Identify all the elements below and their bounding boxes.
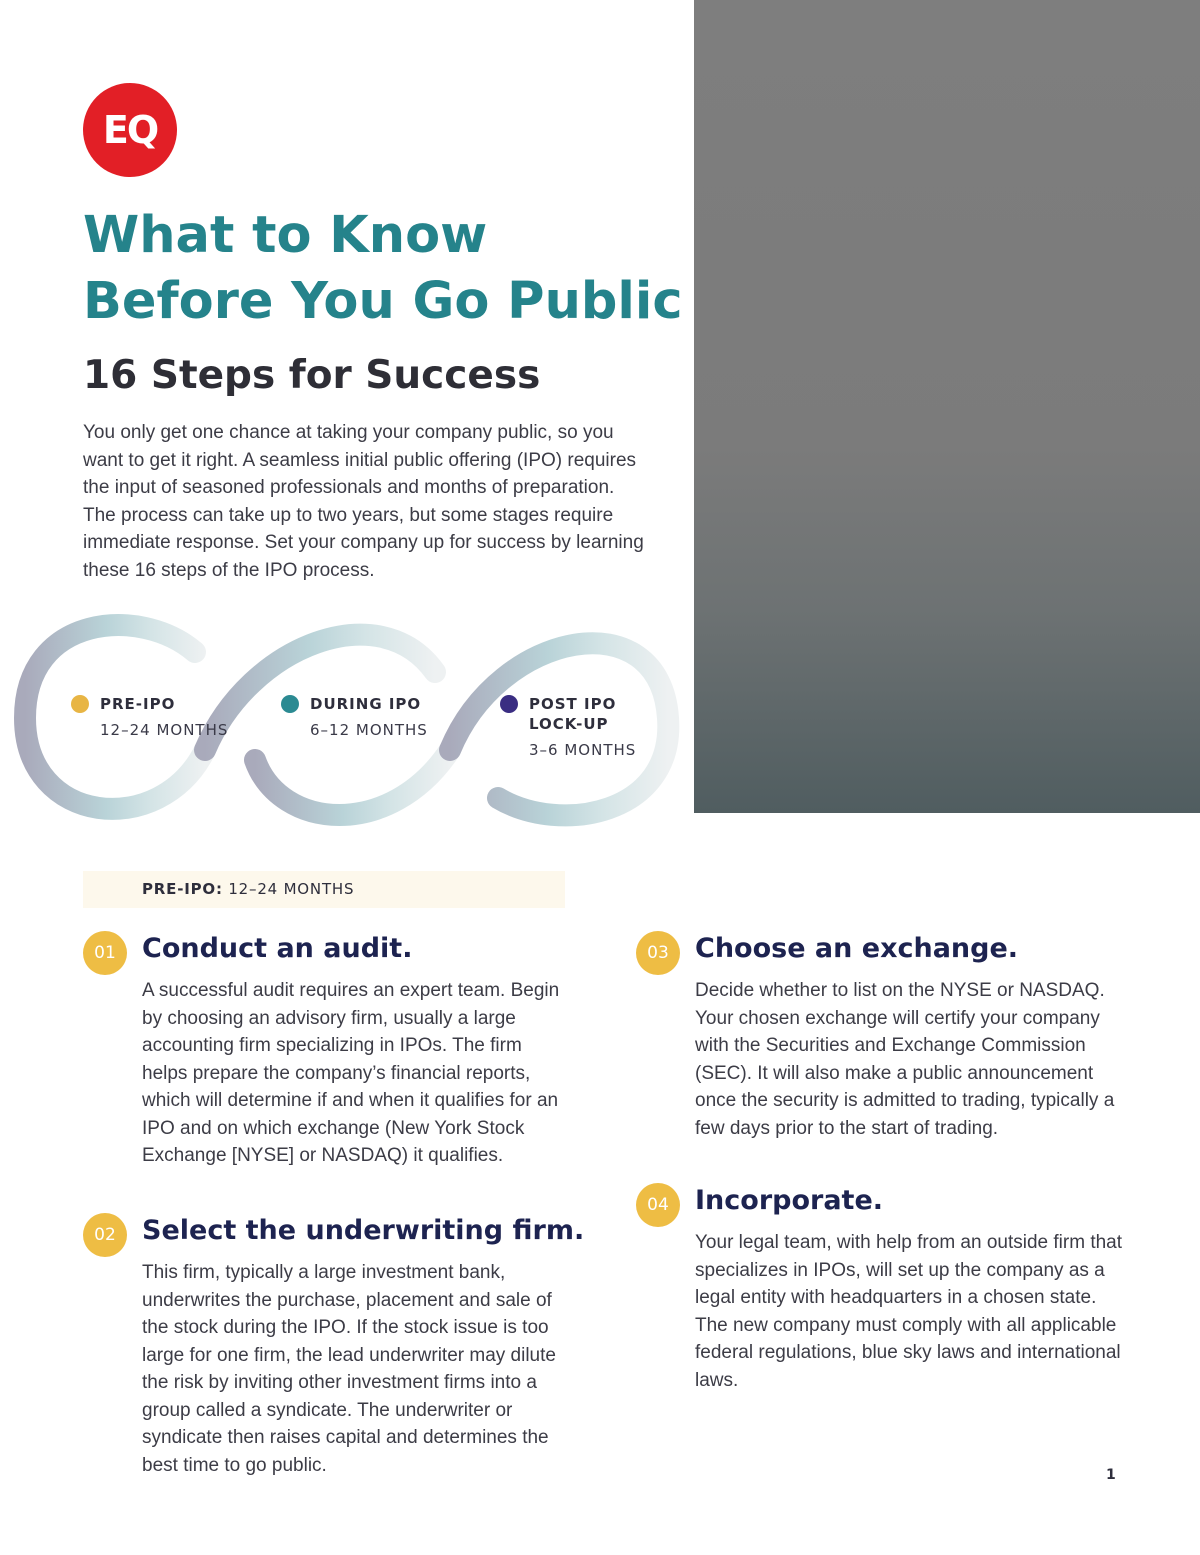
step-heading: Conduct an audit.: [142, 933, 413, 964]
step-number-badge: 02: [83, 1213, 127, 1257]
phase-name: DURING IPO: [310, 695, 422, 713]
phase-dot: [500, 695, 518, 713]
step-heading: Incorporate.: [695, 1185, 884, 1216]
step-body: A successful audit requires an expert team. Begin by choosing an advisory firm, usually a large accounting firm specializing in IPOs. The firm helps prepare the company’s financial reports, which will determine if and when it qualifies for an IPO and on which exchange (New York Stock Exchange [NYSE] or NASDAQ) it qualifies.: [142, 980, 560, 1166]
phase-dot: [71, 695, 89, 713]
page-number: 1: [1106, 1467, 1116, 1483]
page-title: What to Know Before You Go Public: [83, 206, 683, 331]
phase-duration: 3–6 MONTHS: [529, 741, 637, 759]
eq-logo: EQ: [83, 83, 177, 177]
phase-dot: [281, 695, 299, 713]
phase-pre-ipo: [100, 694, 230, 740]
section-value: 12–24 MONTHS: [228, 880, 355, 898]
phase-name: PRE-IPO: [100, 695, 176, 713]
step-body: Your legal team, with help from an outside firm that specializes in IPOs, will set up the company as a legal entity with headquarters in a chosen state. The new company must comply with all applicable federal regulations, blue sky laws and international laws.: [695, 1232, 1123, 1391]
step-heading: Select the underwriting firm.: [142, 1215, 585, 1246]
section-banner: [83, 871, 565, 908]
phase-post-ipo: [529, 694, 659, 760]
step-heading: Choose an exchange.: [695, 933, 1019, 964]
step-number-badge: 03: [636, 931, 680, 975]
page-subtitle: 16 Steps for Success: [83, 353, 541, 398]
intro-paragraph: You only get one chance at taking your company public, so you want to get it right. A seamless initial public offering (IPO) requires the input of seasoned professionals and months of preparation. The process can take up to two years, but some stages require immediate response. Set your company up for success by learning these 16 steps of the IPO process.: [83, 422, 644, 581]
step-number-badge: 01: [83, 931, 127, 975]
step-number-badge: 04: [636, 1183, 680, 1227]
phase-duration: 6–12 MONTHS: [310, 721, 428, 739]
phase-name: POST IPO LOCK-UP: [529, 695, 617, 733]
phase-duration: 12–24 MONTHS: [100, 721, 229, 739]
section-label: PRE-IPO:: [142, 880, 223, 898]
timeline-loop-3: [255, 750, 450, 815]
step-body: This firm, typically a large investment bank, underwrites the purchase, placement and sale of the stock during the IPO. If the stock issue is too large for one firm, the lead underwriter may dilute the risk by inviting other investment firms into a group called a syndicate. The underwriter or syndicate then raises capital and determines the best time to go public.: [142, 1262, 556, 1476]
phase-during-ipo: [310, 694, 440, 740]
hero-photo: [694, 0, 1200, 813]
step-body: Decide whether to list on the NYSE or NASDAQ. Your chosen exchange will certify your company with the Securities and Exchange Commission (SEC). It will also make a public announcement once the security is admitted to trading, typically a few days prior to the start of trading.: [695, 980, 1115, 1139]
